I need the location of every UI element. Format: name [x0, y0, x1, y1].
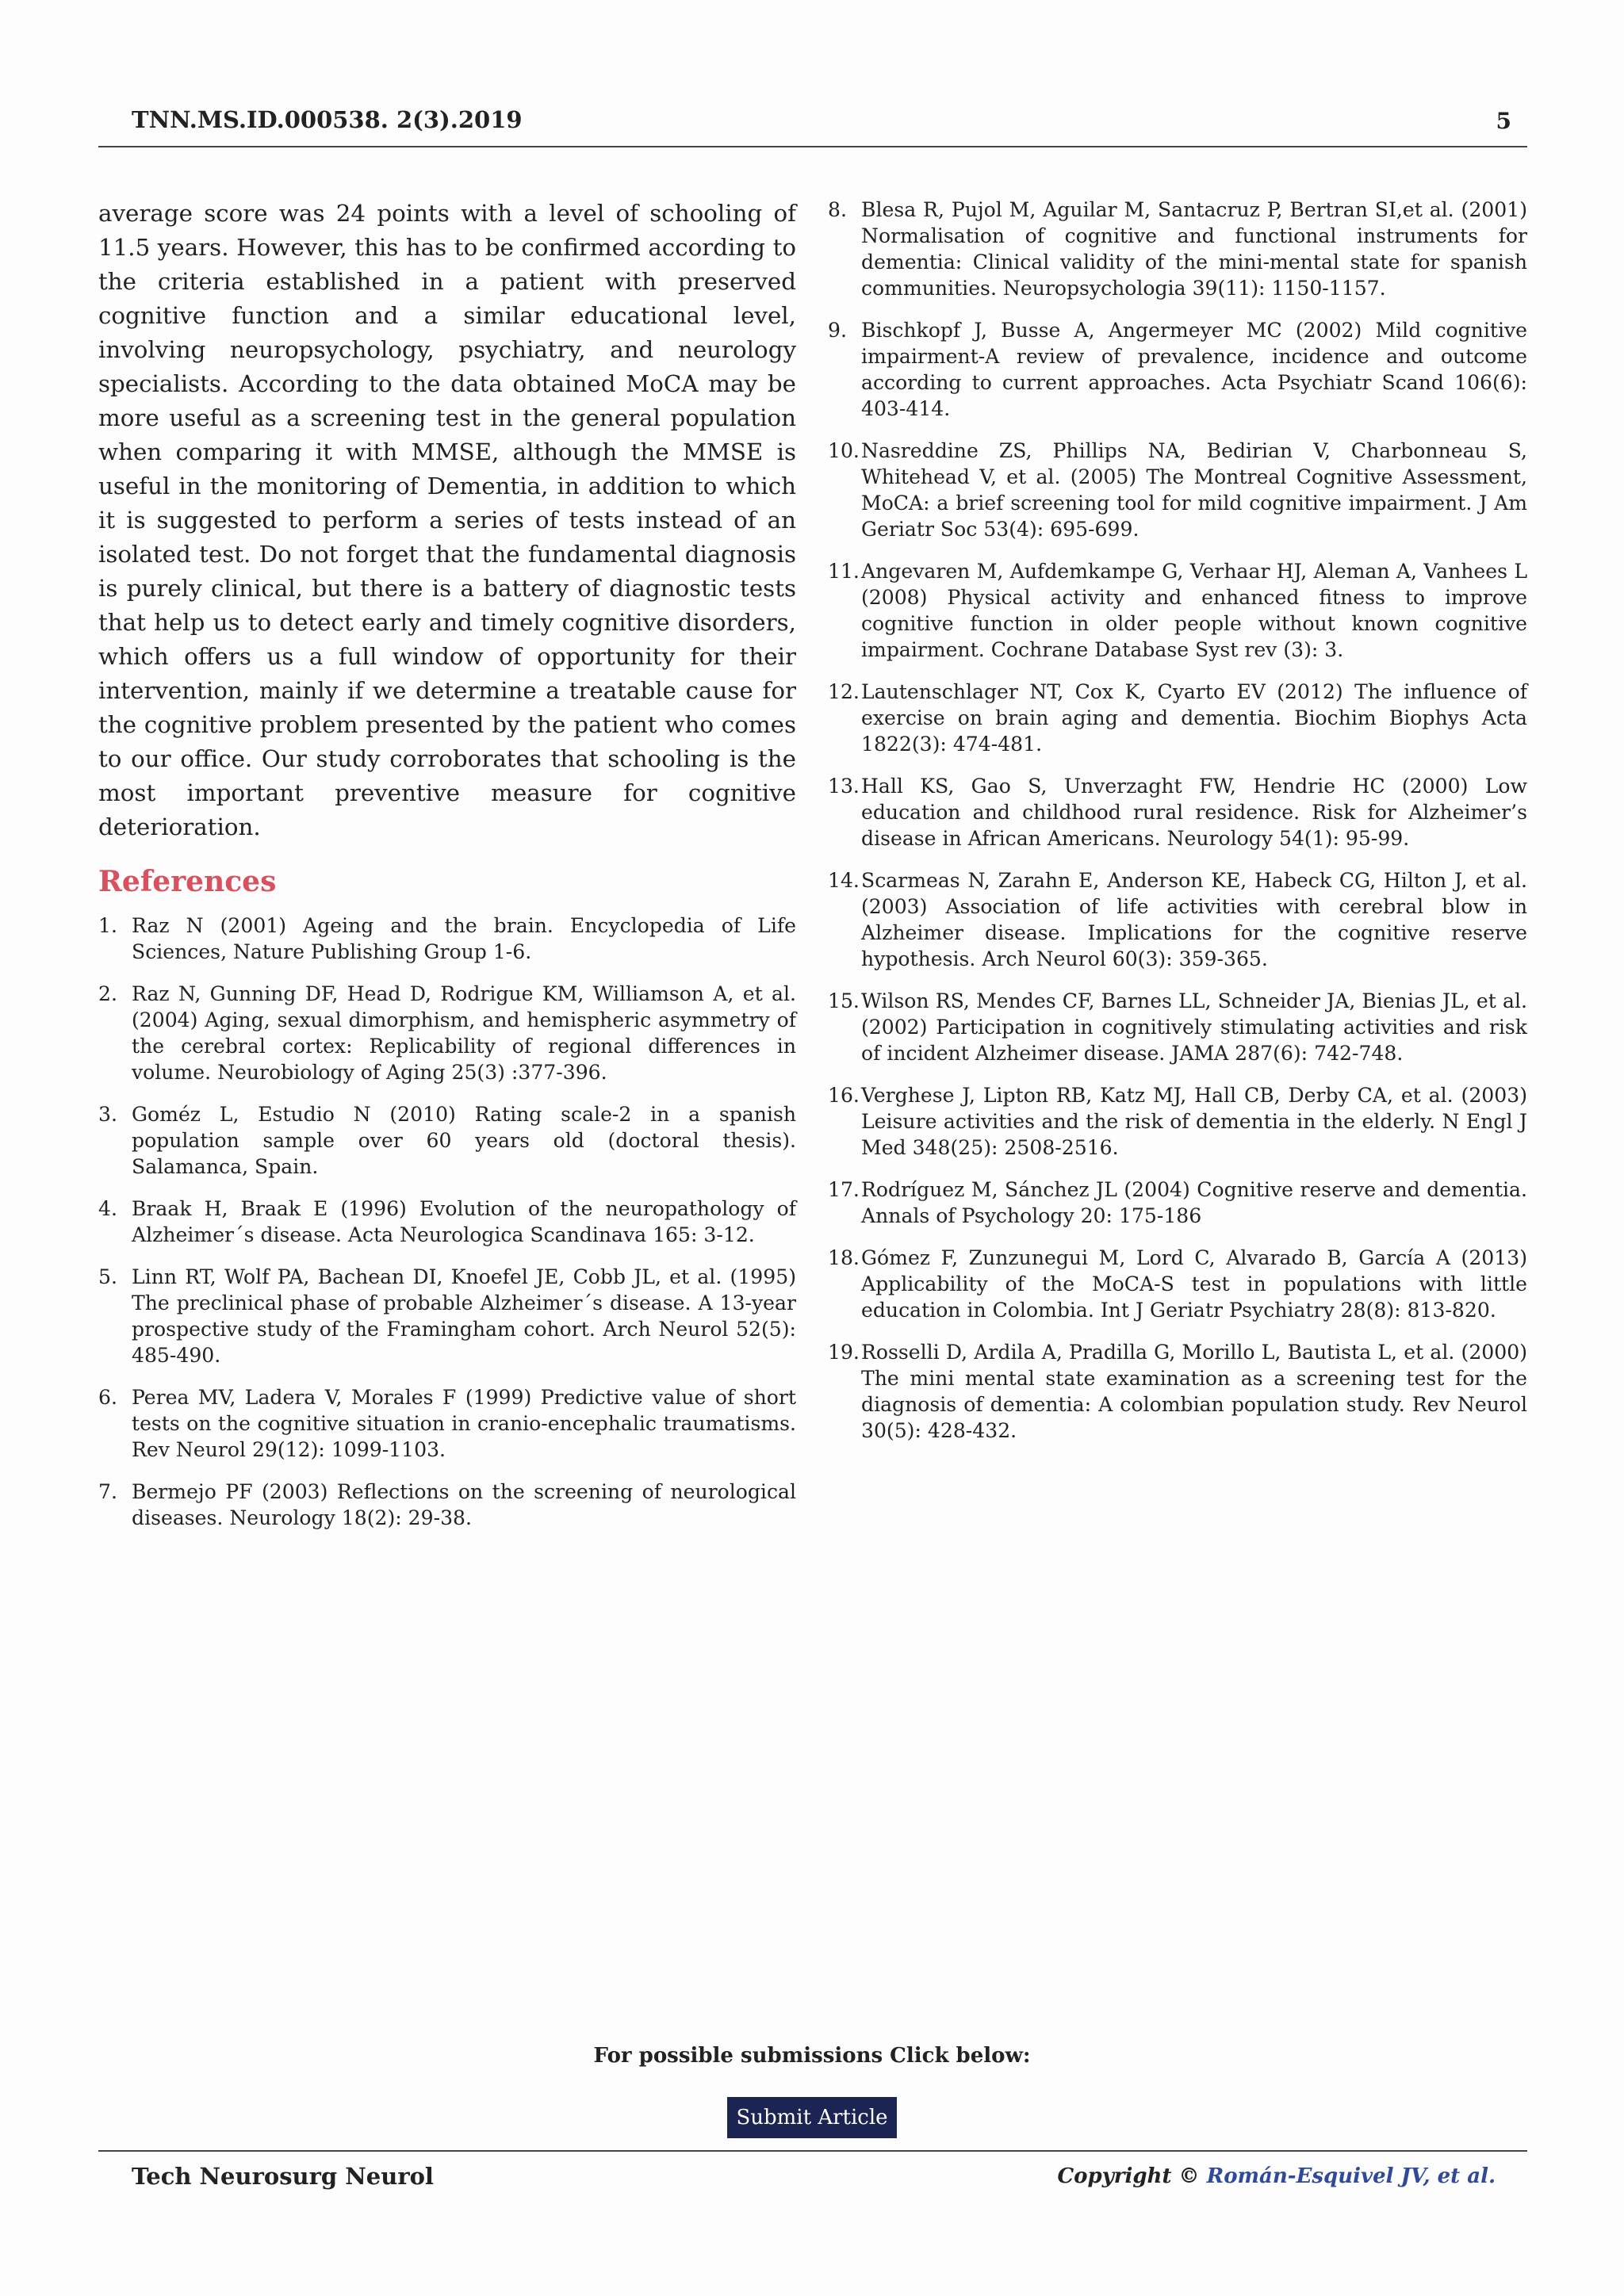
reference-item — [98, 1264, 796, 1368]
reference-text: Scarmeas N, Zarahn E, Anderson KE, Habeck CG, Hilton J, et al. (2003) Association of life activities with cerebral blow in Alzheimer disease. Implications for the cognitive reserve hypothesis. Arch Neurol 60(3): 359-365. — [861, 869, 1527, 970]
reference-item — [828, 1339, 1527, 1444]
reference-text: Bermejo PF (2003) Reflections on the screening of neurological diseases. Neurology 18(2): 29-38. — [132, 1480, 796, 1529]
reference-item — [828, 1245, 1527, 1323]
references-list-left — [98, 913, 796, 1531]
reference-number: 18. — [828, 1246, 860, 1269]
reference-number: 9. — [828, 319, 847, 342]
submit-article-button[interactable]: Submit Article — [727, 2097, 897, 2138]
page-number: 5 — [1496, 108, 1511, 134]
reference-number: 19. — [828, 1341, 860, 1364]
reference-item — [98, 1384, 796, 1463]
reference-text: Raz N, Gunning DF, Head D, Rodrigue KM, Williamson A, et al. (2004) Aging, sexual dimorphism, and hemispheric asymmetry of the cerebral cortex: Replicability of regional differences in volume. Neurobiology of Aging 25(3) :377-396. — [132, 982, 796, 1084]
reference-item — [98, 1479, 796, 1531]
reference-item — [828, 197, 1527, 301]
reference-text: Wilson RS, Mendes CF, Barnes LL, Schneider JA, Bienias JL, et al. (2002) Participation in cognitively stimulating activities and risk of incident Alzheimer disease. JAMA 287(6): 742-748. — [861, 989, 1527, 1065]
reference-item — [98, 1101, 796, 1180]
reference-number: 13. — [828, 775, 860, 798]
reference-item — [98, 913, 796, 965]
reference-item — [828, 867, 1527, 972]
reference-text: Nasreddine ZS, Phillips NA, Bedirian V, Charbonneau S, Whitehead V, et al. (2005) The Montreal Cognitive Assessment, MoCA: a brief screening tool for mild cognitive impairment. J Am Geriatr Soc 53(4): 695-699. — [861, 439, 1527, 541]
reference-text: Perea MV, Ladera V, Morales F (1999) Predictive value of short tests on the cognitive situation in cranio-encephalic traumatisms. Rev Neurol 29(12): 1099-1103. — [132, 1386, 796, 1461]
references-list-right — [828, 197, 1527, 1444]
reference-text: Hall KS, Gao S, Unverzaght FW, Hendrie HC (2000) Low education and childhood rural residence. Risk for Alzheimer’s disease in African Americans. Neurology 54(1): 95-99. — [861, 775, 1527, 850]
reference-text: Bischkopf J, Busse A, Angermeyer MC (2002) Mild cognitive impairment-A review of prevalence, incidence and outcome according to current approaches. Acta Psychiatr Scand 106(6): 403-414. — [861, 319, 1527, 420]
reference-number: 7. — [98, 1480, 117, 1503]
body-paragraph: average score was 24 points with a level of schooling of 11.5 years. However, this has to be confirmed according to the criteria established in a patient with preserved cognitive function and a similar educational level, involving neuropsychology, psychiatry, and neurology specialists. According to the data obtained MoCA may be more useful as a screening test in the general population when comparing it with MMSE, although the MMSE is useful in the monitoring of Dementia, in addition to which it is suggested to perform a series of tests instead of an isolated test. Do not forget that the fundamental diagnosis is purely clinical, but there is a battery of diagnostic tests that help us to detect early and timely cognitive disorders, which offers us a full window of opportunity for their intervention, mainly if we determine a treatable cause for the cognitive problem presented by the patient who comes to our office. Our study corroborates that schooling is the most important preventive measure for cognitive deterioration. — [98, 200, 796, 840]
reference-text: Rosselli D, Ardila A, Pradilla G, Morillo L, Bautista L, et al. (2000) The mini mental state examination as a screening test for the diagnosis of dementia: A colombian population study. Rev Neurol 30(5): 428-432. — [861, 1341, 1527, 1442]
reference-item — [828, 679, 1527, 757]
reference-number: 15. — [828, 989, 860, 1012]
reference-text: Blesa R, Pujol M, Aguilar M, Santacruz P, Bertran SI,et al. (2001) Normalisation of cognitive and functional instruments for dementia: Clinical validity of the mini-mental state for spanish communities. Neuropsychologia 39(11): 1150-1157. — [861, 198, 1527, 300]
reference-number: 12. — [828, 680, 860, 703]
reference-item — [828, 317, 1527, 422]
reference-item — [828, 558, 1527, 663]
reference-number: 16. — [828, 1084, 860, 1107]
reference-number: 4. — [98, 1197, 117, 1220]
journal-name: Tech Neurosurg Neurol — [132, 2163, 434, 2190]
reference-item — [828, 438, 1527, 542]
reference-number: 2. — [98, 982, 117, 1005]
reference-item — [828, 988, 1527, 1066]
reference-number: 14. — [828, 869, 860, 892]
reference-number: 5. — [98, 1265, 117, 1288]
reference-number: 6. — [98, 1386, 117, 1409]
reference-number: 3. — [98, 1103, 117, 1126]
page-footer — [98, 2150, 1527, 2199]
article-id: TNN.MS.ID.000538. 2(3).2019 — [132, 106, 523, 133]
reference-text: Rodríguez M, Sánchez JL (2004) Cognitive reserve and dementia. Annals of Psychology 20: 175-186 — [861, 1178, 1527, 1227]
reference-item — [828, 1177, 1527, 1229]
reference-text: Braak H, Braak E (1996) Evolution of the neuropathology of Alzheimer´s disease. Acta Neurologica Scandinava 165: 3-12. — [132, 1197, 796, 1246]
reference-text: Gómez F, Zunzunegui M, Lord C, Alvarado B, García A (2013) Applicability of the MoCA-S test in populations with little education in Colombia. Int J Geriatr Psychiatry 28(8): 813-820. — [861, 1246, 1527, 1322]
copyright-label: Copyright © — [1057, 2164, 1200, 2188]
page-header — [98, 105, 1527, 147]
reference-text: Angevaren M, Aufdemkampe G, Verhaar HJ, Aleman A, Vanhees L (2008) Physical activity and enhanced fitness to improve cognitive function in older people without known cognitive impairment. Cochrane Database Syst rev (3): 3. — [861, 560, 1527, 661]
reference-item — [98, 981, 796, 1085]
reference-text: Verghese J, Lipton RB, Katz MJ, Hall CB, Derby CA, et al. (2003) Leisure activities and the risk of dementia in the elderly. N Engl J Med 348(25): 2508-2516. — [861, 1084, 1527, 1159]
reference-number: 11. — [828, 560, 860, 583]
reference-item — [828, 773, 1527, 851]
reference-number: 8. — [828, 198, 847, 221]
reference-number: 10. — [828, 439, 860, 462]
reference-text: Raz N (2001) Ageing and the brain. Encyclopedia of Life Sciences, Nature Publishing Group 1-6. — [132, 914, 796, 963]
reference-number: 17. — [828, 1178, 860, 1201]
reference-text: Lautenschlager NT, Cox K, Cyarto EV (2012) The influence of exercise on brain aging and dementia. Biochim Biophys Acta 1822(3): 474-481. — [861, 680, 1527, 756]
copyright-authors-link[interactable]: Román-Esquivel JV, et al. — [1206, 2164, 1496, 2188]
right-column — [828, 197, 1527, 1460]
left-column — [98, 197, 796, 1547]
reference-text: Goméz L, Estudio N (2010) Rating scale-2 in a spanish population sample over 60 years old (doctoral thesis). Salamanca, Spain. — [132, 1103, 796, 1178]
reference-item — [828, 1082, 1527, 1161]
reference-item — [98, 1196, 796, 1248]
reference-number: 1. — [98, 914, 117, 937]
reference-text: Linn RT, Wolf PA, Bachean DI, Knoefel JE, Cobb JL, et al. (1995) The preclinical phase of probable Alzheimer´s disease. A 13-year prospective study of the Framingham cohort. Arch Neurol 52(5): 485-490. — [132, 1265, 796, 1367]
submission-prompt: For possible submissions Click below: — [593, 2044, 1031, 2068]
references-heading: References — [98, 865, 277, 898]
copyright — [1057, 2164, 1496, 2188]
